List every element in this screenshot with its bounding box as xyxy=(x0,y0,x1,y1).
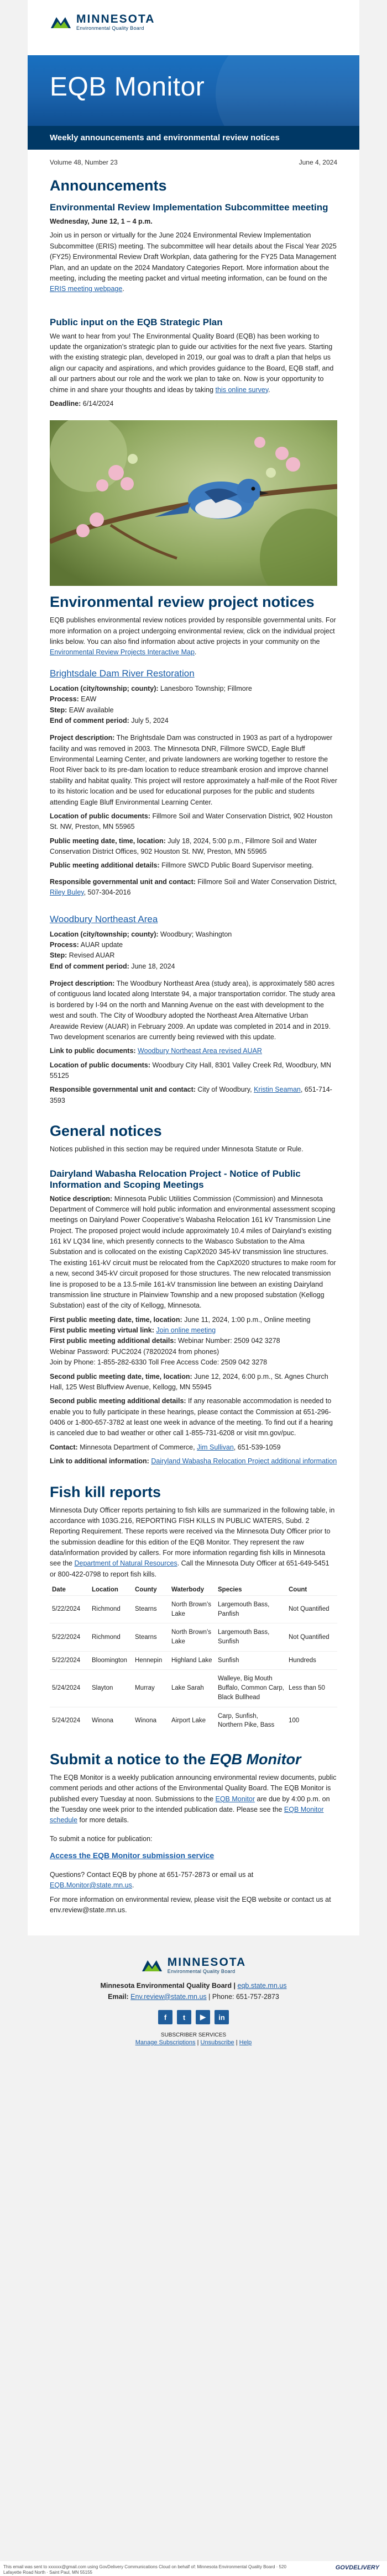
survey-link[interactable]: this online survey xyxy=(215,385,269,394)
interactive-map-link[interactable]: Environmental Review Projects Interactive Map xyxy=(50,648,195,657)
general-section: General notices Notices published in this section may be required under Minnesota Statute or Rule. Dairyland Wabasha Relocation Project - Notice of Public Information and Scoping Meetings Notice description: Minnesota Public Utilities Commission (Commission) and Minnesota Department of Commerce will hold public information and environmental assessment scoping meetings on Dairyland Power Cooperative’s Wabasha Relocation 161 kV Transmission Line Project. The proposed project would include approximately 10.4 miles of Dairyland’s existing 161 kV LQ34 line, which presently connects to the Wabasco Substation to the Alma Substation and is collocated on the existing CapX2020 345-kV transmission line structures. The existing 161-kV circuit must be relocated from the CapX2020 structures to make room for a new, second 345-kV circuit proposed for those structures. The new relocated transmission line is proposed to be a 13.5-mile 161-kV transmission line between an existing Dairyland transmission line structure in Plainview Township and a new proposed substation (Kellogg Substation) east of the city of Kellogg, Minnesota. First public meeting date, time, location: June 11, 2024, 1:00 p.m., Online meeting First public meeting virtual link: Join online meeting First public meeting additional details: Webinar Number: 2509 042 3278 Webinar Password: PUC2024 (78202024 from phones) Join by Phone: 1-855-282-6330 Toll Free Access Code: 2509 042 3278 Second public meeting date, time, location: June 12, 2024, 6:00 p.m., St. Agnes Church Hall, 125 West Bluffview Avenue, Kellogg, MN 55945 Second public meeting additional details: If any reasonable accommodation is needed to enable you to fully participate in these hearings, please contact the Commission at 651-296-0406 or 1-800-657-3782 at least one week in advance of the meeting. To find out if a hearing is canceled due to bad weather or other call 1-855-731-6208 or visit mn.gov/puc. Contact: Minnesota Department of Commerce, Jim Sullivan, 651-539-1059 Link to additional information: Dairyland Wabasha Relocation Project additional information xyxy=(50,1123,337,1466)
contact-link[interactable]: Jim Sullivan xyxy=(197,1443,234,1451)
tagline: Weekly announcements and environmental review notices xyxy=(28,126,359,150)
review-heading: Environmental review project notices xyxy=(50,594,315,611)
banner-title: EQB Monitor xyxy=(50,72,205,102)
announcement-title: Public input on the EQB Strategic Plan xyxy=(50,316,223,327)
submit-section: Submit a notice to the EQB Monitor The EQB Monitor is a weekly publication announcing environmental review documents, public comment periods and other actions of the Environmental Quality Board. The EQB Monitor is published every Tuesday at noon. Submissions to the EQB Monitor are due by 4:00 p.m. on the Tuesday one week prior to the intended publication date. Please see the EQB Monitor schedule for more details. To submit a notice for publication: Access the EQB Monitor submission service Questions? Contact EQB by phone at 651-757-2873 or email us at EQB.Monitor@state.mn.us. For more information on environmental review, please visit the EQB website or contact us at env.review@state.mn.us. xyxy=(50,1750,337,1914)
social-links xyxy=(28,2010,359,2024)
announcement-body: Join us in person or virtually for the June 2024 Environmental Review Implementation Subcommittee (ERIS) meeting. The subcommittee will hear details about the Fiscal Year 2025 (FY25) Environmental Review Draft Workplan, data gathering for the FY25 Data Management Plan, and an update on the 2024 Mandatory Categories Report. More information about the meeting, including the meeting packet and virtual meeting information, can be found on the ERIS meeting webpage. xyxy=(50,231,337,293)
monitor-email-link[interactable]: EQB.Monitor@state.mn.us xyxy=(50,1881,132,1890)
contact-link[interactable]: Riley Buley xyxy=(50,888,84,897)
footer-logo[interactable]: MINNESOTA Environmental Quality Board xyxy=(28,1956,359,1974)
announcements-section xyxy=(28,177,359,586)
submission-service-link[interactable]: Access the EQB Monitor submission service xyxy=(50,1851,215,1860)
general-heading: General notices xyxy=(50,1123,162,1140)
help-link[interactable]: Help xyxy=(239,2039,252,2046)
manage-subscriptions-link[interactable]: Manage Subscriptions xyxy=(135,2039,196,2046)
general-intro: Notices published in this section may be required under Minnesota Statute or Rule. xyxy=(50,1145,304,1154)
monitor-link[interactable]: EQB Monitor xyxy=(215,1795,255,1803)
notice-title: Dairyland Wabasha Relocation Project - Notice of Public Information and Scoping Meetings xyxy=(50,1168,301,1190)
table-row: 5/24/2024 Winona Winona Airport Lake Carp, Sunfish, Northern Pike, Bass 100 xyxy=(50,1707,337,1734)
fish-kill-table xyxy=(50,1584,337,1734)
facebook-icon[interactable]: f xyxy=(158,2010,172,2024)
mn-logo-icon xyxy=(50,15,72,29)
table-header: Date Location County Waterbody Species Count xyxy=(52,1586,307,1594)
banner xyxy=(28,55,359,126)
twitter-icon[interactable]: t xyxy=(177,2010,191,2024)
sender-info: This email was sent to xxxxxx@gmail.com using GovDelivery Communications Cloud on behalf of: Minnesota Environmental Quality Board · 520 Lafayette Road North · Saint Paul, MN 55155 xyxy=(3,2564,286,2575)
youtube-icon[interactable]: ▶ xyxy=(196,2010,210,2024)
table-row: 5/22/2024 Richmond Stearns North Brown’s Lake Largemouth Bass, Panfish Not Quantified xyxy=(50,1596,337,1623)
additional-info-link[interactable]: Dairyland Wabasha Relocation Project additional information xyxy=(151,1457,337,1466)
bird-photo xyxy=(50,420,337,586)
fish-intro: Minnesota Duty Officer reports pertaining to fish kills are summarized in the following table, in accordance with 103G.216, REPORTING FISH KILLS IN PUBLIC WATERS, Subd. 2 Reporting Requirement. These reports were received via the Minnesota Duty Officer prior to the submission deadline for this edition of the EQB Monitor. They represent the raw data/information provided by callers. For more information regarding fish kills in Minnesota see the Department of Natural Resources. Call the Minnesota Duty Officer at 651-649-5451 or 800-422-0798 to report fish kills. xyxy=(50,1506,335,1578)
newsletter xyxy=(28,0,359,2062)
submit-heading: Submit a notice to the EQB Monitor xyxy=(50,1750,301,1768)
issue-meta xyxy=(28,150,359,170)
unsubscribe-link[interactable]: Unsubscribe xyxy=(200,2039,234,2046)
govdelivery-bar xyxy=(0,2561,387,2576)
announcement-deadline: Deadline: 6/14/2024 xyxy=(50,399,114,408)
footer-email-link[interactable]: Env.review@state.mn.us xyxy=(130,1992,207,2001)
header xyxy=(28,0,359,55)
fish-heading: Fish kill reports xyxy=(50,1483,161,1500)
dnr-link[interactable]: Department of Natural Resources xyxy=(74,1559,177,1568)
table-row: 5/22/2024 Richmond Stearns North Brown’s Lake Largemouth Bass, Sunfish Not Quantified xyxy=(50,1623,337,1651)
linkedin-icon[interactable]: in xyxy=(215,2010,229,2024)
bluebird-image xyxy=(50,420,337,586)
site-link[interactable]: eqb.state.mn.us xyxy=(237,1982,287,1990)
brand-name: MINNESOTA xyxy=(76,13,155,25)
fish-section xyxy=(28,1484,359,1734)
project-link-woodbury[interactable]: Woodbury Northeast Area xyxy=(50,913,158,924)
announcements-heading: Announcements xyxy=(50,177,167,194)
review-section: Environmental review project notices EQB publishes environmental review notices provided by responsible governmental units. For more information on a project undergoing environmental review, click on the individual project links below. You can also find information about active projects in your community on the Environmental Review Projects Interactive Map. Brightsdale Dam River Restoration Location (city/township; county): Lanesboro Township; Fillmore Process: EAW Step: EAW available End of comment period: July 5, 2024 Project description: The Brightsdale Dam was constructed in 1903 as part of a hydropower facility and was removed in 2003. The Minnesota DNR, Fillmore SWCD, Eagle Bluff Environmental Learning Center, and private landowners are working together to restore the Root River back to its pre-dam location to reduce streambank erosion and improve channel stability and habitat quality. This project will restore approximately a half-mile of the Root River to its historic location and be used for educational purposes for the public and students attending Eagle Bluff Environmental Learning Center. Location of public documents: Fillmore Soil and Water Conservation District, 902 Houston St. NW, Preston, MN 55965 Public meeting date, time, location: July 18, 2024, 5:00 p.m., Fillmore Soil and Water Conservation District Offices, 902 Houston St. NW, Preston, MN 55965 Public meeting additional details: Fillmore SWCD Public Board Supervisor meeting. Responsible governmental unit and contact: Fillmore Soil and Water Conservation District, Riley Buley, 507-304-2016 Woodbury Northeast Area Location (city/township; county): Woodbury; Washington Process: AUAR update Step: Revised AUAR End of comment period: June 18, 2024 Project description: The Woodbury Northeast Area (study area), is approximately 580 acres of contiguous land located along Interstate 94, a major transportation corridor. The study area is bordered by I-94 on the north and Manning Avenue on the east with development to the west and south. The City of Woodbury adopted the Northeast Area Alternative Urban Areawide Review (AUAR) in February 2009. An update was completed in 2014 and in 2019. Two development scenarios are currently being reviewed with this update. Link to public documents: Woodbury Northeast Area revised AUAR Location of public documents: Woodbury City Hall, 8301 Valley Creek Rd, Woodbury, MN 55125 Responsible governmental unit and contact: City of Woodbury, Kristin Seaman, 651-714-3593 xyxy=(50,594,337,1104)
announcement-title: Environmental Review Implementation Subcommittee meeting xyxy=(50,202,328,213)
eris-meeting-link[interactable]: ERIS meeting webpage xyxy=(50,285,123,293)
table-row: 5/22/2024 Bloomington Hennepin Highland Lake Sunfish Hundreds xyxy=(50,1651,337,1670)
join-meeting-link[interactable]: Join online meeting xyxy=(156,1326,216,1334)
announcement-when: Wednesday, June 12, 1 – 4 p.m. xyxy=(50,218,153,225)
mn-logo[interactable] xyxy=(50,13,155,31)
brand-agency: Environmental Quality Board xyxy=(76,25,144,31)
announcement-body: We want to hear from you! The Environmental Quality Board (EQB) has been working to update the organization’s strategic plan to guide our activities for the next five years. Starting with the existing strategic plan, developed in 2019, our goal was to draft a plan that helps us align our capacity and aspirations, and which provides guidance to the Board, EQB staff, and all our partners about our role and the work we plan to take on. Now is your opportunity to chime in and share your thoughts and ideas by taking this online survey. xyxy=(50,332,334,394)
mn-logo-icon xyxy=(141,1958,163,1972)
auar-doc-link[interactable]: Woodbury Northeast Area revised AUAR xyxy=(138,1047,262,1055)
review-intro: EQB publishes environmental review notices provided by responsible governmental units. For more information on a project undergoing environmental review, click on the individual project links below. You can also find information about active projects in your community on the Environmental Review Projects Interactive Map. xyxy=(50,616,336,657)
table-row: 5/24/2024 Slayton Murray Lake Sarah Walleye, Big Mouth Buffalo, Common Carp, Black Bullhead Less than 50 xyxy=(50,1670,337,1707)
contact-link[interactable]: Kristin Seaman xyxy=(254,1086,301,1094)
footer: MINNESOTA Environmental Quality Board Minnesota Environmental Quality Board | eqb.state.mn.us Email: Env.review@state.mn.us | Phone: 651-757-2873 f t ▶ in SUBSCRIBER SERVICES Manage Subscriptions | Unsubscribe | Help xyxy=(28,1935,359,2062)
issue-date: June 4, 2024 xyxy=(299,158,337,166)
govdelivery-logo[interactable]: GOVDELIVERY xyxy=(335,2564,379,2571)
project-link-brightsdale[interactable]: Brightsdale Dam River Restoration xyxy=(50,668,195,679)
issue-volume: Volume 48, Number 23 xyxy=(50,158,118,166)
schedule-link[interactable]: EQB Monitor schedule xyxy=(50,1805,324,1824)
